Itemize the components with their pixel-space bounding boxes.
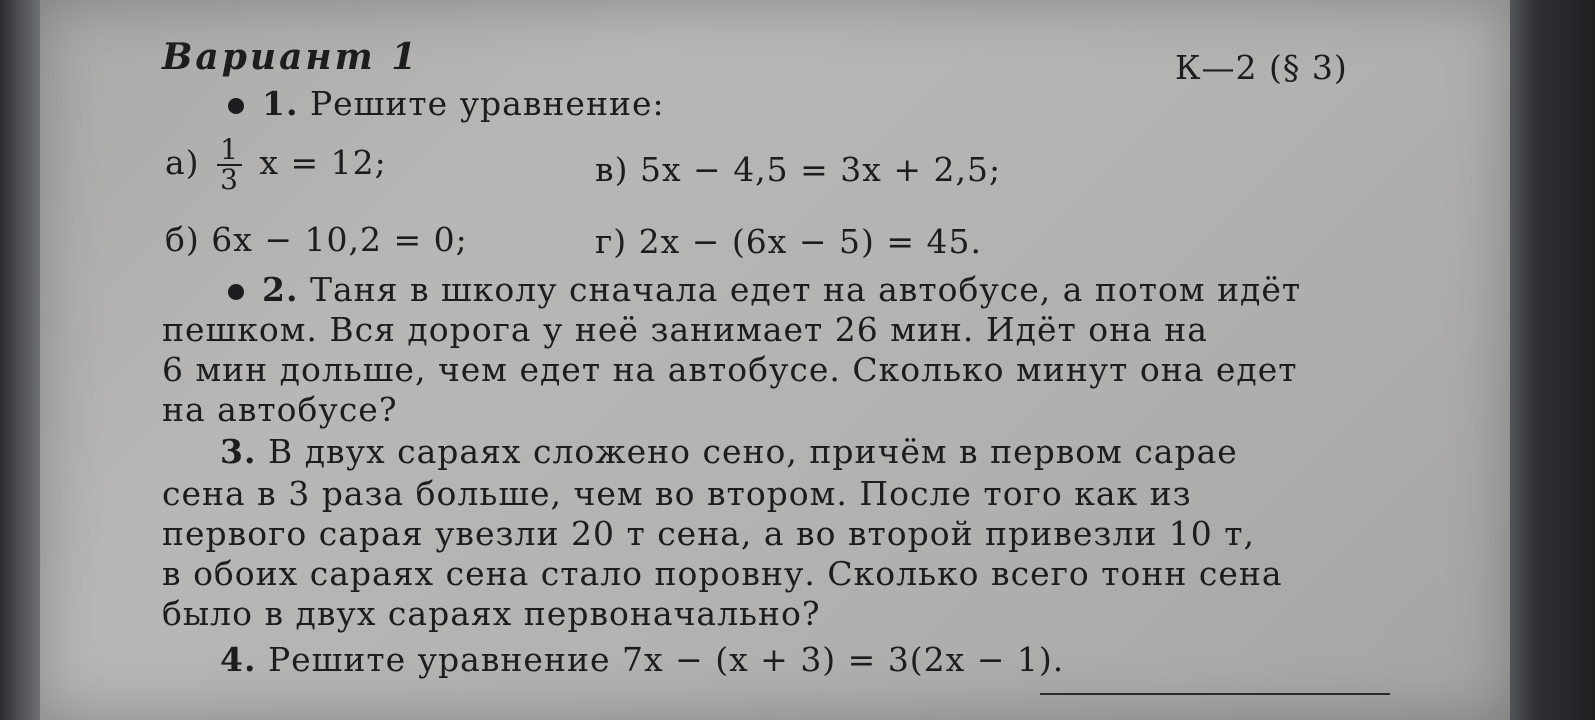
item-a-equation: x = 12; <box>259 143 387 182</box>
item-b-equation: 6x − 10,2 = 0; <box>211 220 468 259</box>
task4-text: Решите уравнение 7x − (x + 3) = 3(2x − 1). <box>267 640 1065 679</box>
task2-line-1 <box>228 270 1301 309</box>
fraction-numerator: 1 <box>217 136 242 166</box>
task2-line-2: пешком. Вся дорога у неё занимает 26 мин. Идёт она на <box>162 310 1208 349</box>
item-b-label: б) <box>165 220 200 259</box>
task3-number: 3. <box>220 432 257 471</box>
fraction <box>217 133 242 196</box>
task3-line-3: первого сарая увезли 20 т сена, а во второй привезли 10 т, <box>162 514 1256 553</box>
bullet-icon <box>228 98 244 114</box>
task4-number: 4. <box>220 640 257 679</box>
fraction-denominator: 3 <box>220 163 239 196</box>
section-code: К—2 (§ 3) <box>1175 48 1348 87</box>
task1-item-v <box>595 150 1001 189</box>
item-a-label: а) <box>165 143 200 182</box>
task3-text-line: В двух сараях сложено сено, причём в первом сарае <box>267 432 1238 471</box>
task1-title: Решите уравнение: <box>309 84 665 123</box>
item-v-equation: 5x − 4,5 = 3x + 2,5; <box>639 150 1002 189</box>
task3-line-2: сена в 3 раза больше, чем во втором. После того как из <box>162 474 1192 513</box>
task2-number: 2. <box>262 270 299 309</box>
task4-line <box>220 640 1064 679</box>
task1-item-b <box>165 220 468 259</box>
task1-item-g <box>595 222 982 261</box>
item-v-label: в) <box>595 150 629 189</box>
background-left <box>0 0 40 720</box>
textbook-page <box>40 0 1510 720</box>
task1-heading <box>228 84 665 123</box>
background-right <box>1500 0 1595 720</box>
bullet-icon <box>228 284 244 300</box>
task3-line-5: было в двух сараях первоначально? <box>162 594 821 633</box>
task1-number: 1. <box>262 84 299 123</box>
bottom-divider <box>1040 693 1390 695</box>
item-g-label: г) <box>595 222 628 261</box>
variant-heading: Вариант 1 <box>162 36 420 78</box>
task3-line-1 <box>220 432 1238 471</box>
task2-text-line: Таня в школу сначала едет на автобусе, а потом идёт <box>309 270 1302 309</box>
item-g-equation: 2x − (6x − 5) = 45. <box>638 222 982 261</box>
task1-item-a <box>165 133 387 196</box>
task3-line-4: в обоих сараях сена стало поровну. Сколько всего тонн сена <box>162 554 1283 593</box>
task2-line-3: 6 мин дольше, чем едет на автобусе. Сколько минут она едет <box>162 350 1298 389</box>
task2-line-4: на автобусе? <box>162 390 398 429</box>
